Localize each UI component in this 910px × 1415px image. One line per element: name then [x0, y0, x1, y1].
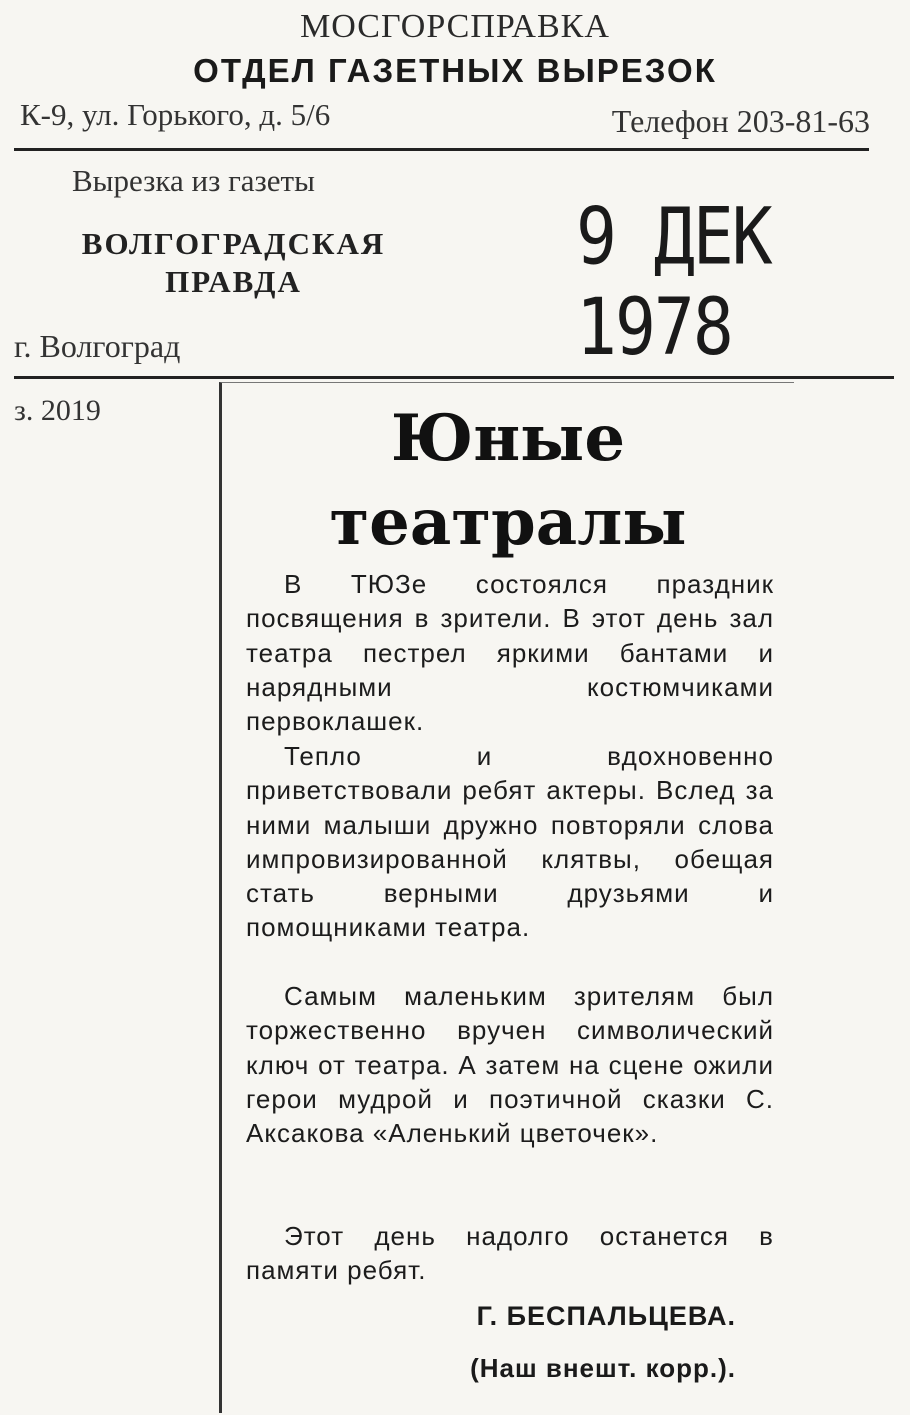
- article-paragraph: Самым маленьким зрителям был торжественно вручен символический ключ от театра. А затем на сцене ожили герои мудрой и поэтичной сказки С. Аксакова «Аленький цветочек».: [246, 981, 774, 1149]
- issue-number: з. 2019: [14, 394, 101, 427]
- author-note: (Наш внешт. корр.).: [470, 1353, 736, 1383]
- article-author: Г. БЕСПАЛЬЦЕВА.: [476, 1301, 736, 1331]
- phone-number: Телефон 203-81-63: [611, 103, 870, 139]
- header-divider: [14, 148, 869, 151]
- article-paragraph: В ТЮЗе состоялся праздник посвящения в зрители. В этот день зал театра пестрел яркими бантами и нарядными костюмчиками первоклашек.: [246, 569, 774, 737]
- city-divider: [14, 376, 894, 379]
- article-headline: Юные театралы: [329, 401, 687, 560]
- org-name: МОСГОРСПРАВКА: [300, 8, 610, 45]
- address: К-9, ул. Горького, д. 5/6: [20, 97, 331, 132]
- city-line: г. Волгоград: [14, 328, 181, 364]
- clipping-label: Вырезка из газеты: [72, 163, 315, 198]
- article-clipping: [219, 382, 794, 1413]
- article-paragraph: Тепло и вдохновенно приветствовали ребят актеры. Вслед за ними малыши дружно повторяли слова импровизированной клятвы, обещая стать верными друзьями и помощниками театра.: [246, 741, 774, 943]
- date-stamp: 9 ДЕК 1978: [576, 192, 771, 374]
- article-paragraph: Этот день надолго останется в памяти ребят.: [246, 1221, 774, 1286]
- department-name: ОТДЕЛ ГАЗЕТНЫХ ВЫРЕЗОК: [193, 52, 717, 89]
- newspaper-name: ВОЛГОГРАДСКАЯ ПРАВДА: [81, 226, 386, 299]
